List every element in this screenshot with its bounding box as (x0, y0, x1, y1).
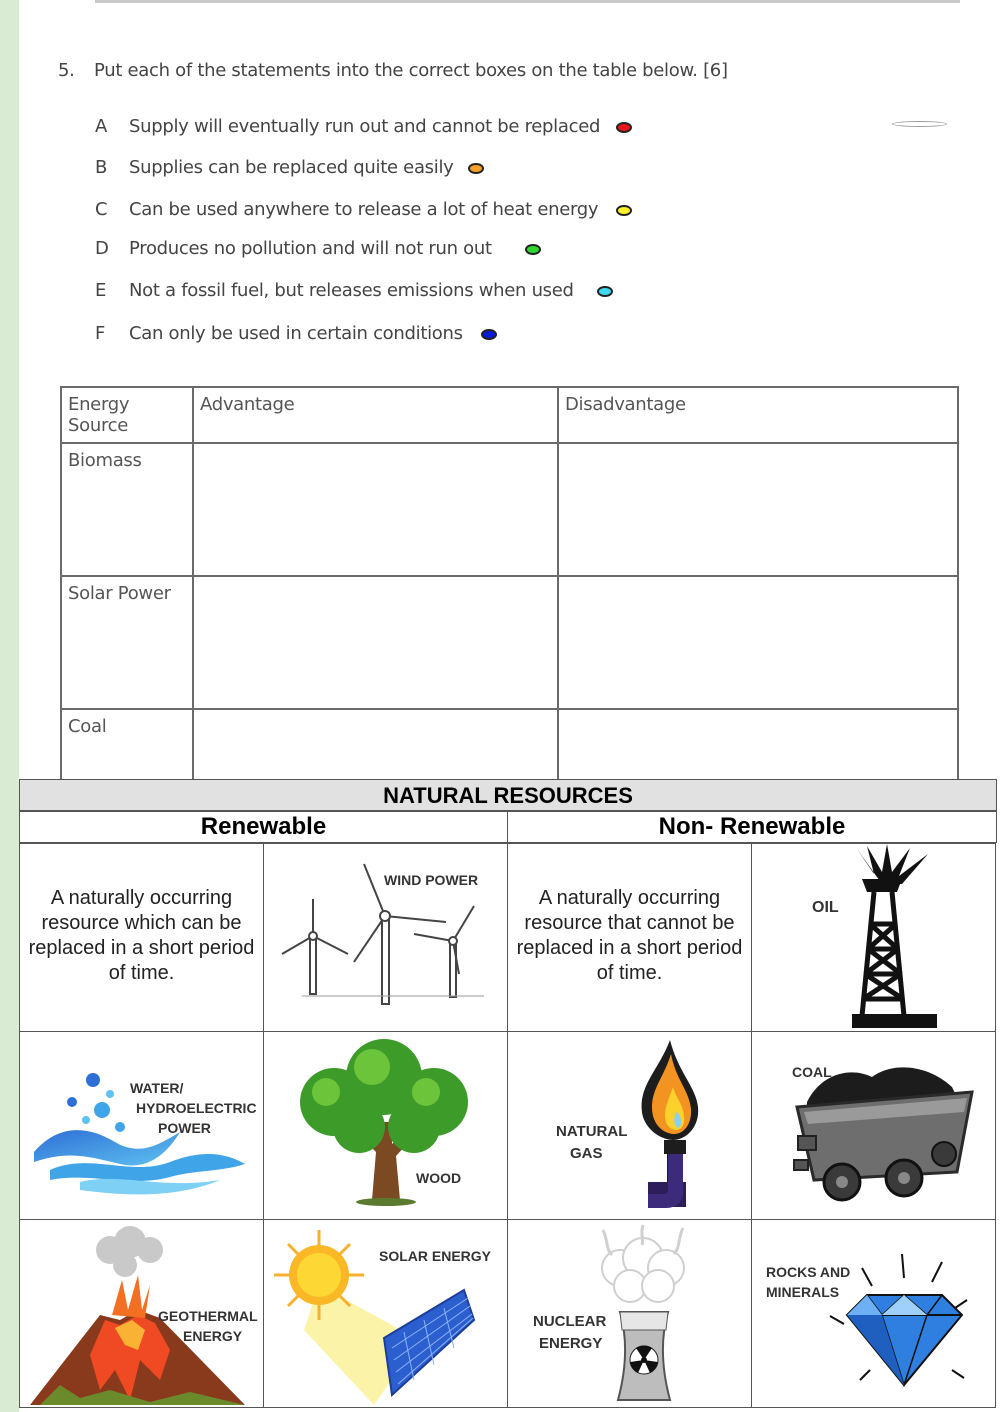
row-label-biomass: Biomass (61, 443, 193, 576)
rocks-label-line2: MINERALS (766, 1284, 840, 1300)
top-divider (95, 0, 960, 3)
oil-label: OIL (812, 899, 839, 916)
water-label-line3: POWER (158, 1120, 211, 1136)
geothermal-label-line1: GEOTHERMAL (158, 1308, 258, 1324)
wind-power-label: WIND POWER (384, 872, 479, 888)
header-energy-source: Energy Source (61, 387, 193, 443)
statement-letter: F (95, 323, 106, 344)
statement-c[interactable] (95, 197, 598, 223)
statement-text: Supply will eventually run out and cannot be replaced (129, 116, 601, 137)
statement-b[interactable] (95, 155, 454, 181)
diamond-icon (752, 1220, 996, 1408)
water-power-cell (19, 1031, 264, 1220)
wood-cell (263, 1031, 508, 1220)
gas-flame-icon (508, 1032, 752, 1220)
nonrenewable-header: Non- Renewable (507, 811, 997, 843)
nonrenewable-definition: A naturally occurring resource that cannot be replaced in a short period of time. (516, 887, 743, 984)
renewable-definition-cell (19, 843, 264, 1032)
nonrenewable-definition-cell (507, 843, 752, 1032)
statement-text: Can be used anywhere to release a lot of heat energy (129, 199, 599, 220)
answer-line (892, 121, 947, 127)
table-row (61, 576, 958, 709)
statement-text: Produces no pollution and will not run out (129, 238, 492, 259)
statement-letter: C (95, 199, 108, 220)
oil-cell (751, 843, 996, 1032)
coal-cart-icon (752, 1032, 996, 1220)
energy-source-table (60, 386, 959, 841)
coal-label: COAL (792, 1064, 832, 1080)
solar-disadvantage-cell[interactable] (558, 576, 958, 709)
statement-letter: D (95, 238, 109, 259)
statement-color-dot[interactable] (525, 244, 541, 255)
statement-text: Not a fossil fuel, but releases emissions when used (129, 280, 574, 301)
water-wave-icon (20, 1032, 264, 1220)
chart-title: NATURAL RESOURCES (19, 779, 997, 811)
question-number: 5. (58, 60, 75, 81)
statement-text: Supplies can be replaced quite easily (129, 157, 454, 178)
row-label-coal: Coal (61, 709, 193, 841)
statement-a[interactable] (95, 114, 600, 140)
statement-letter: A (95, 116, 108, 137)
water-label-line2: HYDROELECTRIC (136, 1100, 257, 1116)
header-disadvantage: Disadvantage (558, 387, 958, 443)
renewable-definition: A naturally occurring resource which can be replaced in a short period of time. (28, 887, 255, 984)
statement-color-dot[interactable] (616, 122, 632, 133)
natural-resources-chart (19, 779, 997, 1412)
row-label-solar: Solar Power (61, 576, 193, 709)
question-prompt (58, 60, 728, 81)
natural-gas-cell (507, 1031, 752, 1220)
statement-color-dot[interactable] (597, 286, 613, 297)
table-row (61, 443, 958, 576)
nuclear-label-line2: ENERGY (539, 1335, 603, 1352)
coal-cell (751, 1031, 996, 1220)
question-text: Put each of the statements into the correct boxes on the table below. [6] (94, 60, 728, 81)
water-label-line1: WATER/ (130, 1080, 184, 1096)
nuclear-energy-cell (507, 1219, 752, 1408)
statement-color-dot[interactable] (481, 329, 497, 340)
rocks-label-line1: ROCKS AND (766, 1264, 851, 1280)
oil-derrick-icon (752, 844, 996, 1032)
solar-energy-cell (263, 1219, 508, 1408)
statement-letter: E (95, 280, 107, 301)
statement-f[interactable] (95, 321, 463, 347)
statement-d[interactable] (95, 236, 492, 262)
wood-label: WOOD (416, 1170, 462, 1186)
biomass-disadvantage-cell[interactable] (558, 443, 958, 576)
renewable-header: Renewable (19, 811, 508, 843)
statement-text: Can only be used in certain conditions (129, 323, 463, 344)
solar-advantage-cell[interactable] (193, 576, 558, 709)
wind-power-cell (263, 843, 508, 1032)
rocks-minerals-cell (751, 1219, 996, 1408)
statement-letter: B (95, 157, 108, 178)
table-header-row (61, 387, 958, 443)
geothermal-label-line2: ENERGY (183, 1328, 243, 1344)
tree-icon (264, 1032, 508, 1220)
nuclear-label-line1: NUCLEAR (533, 1313, 607, 1330)
left-margin-strip (0, 0, 19, 1412)
statement-color-dot[interactable] (616, 205, 632, 216)
statement-color-dot[interactable] (468, 163, 484, 174)
gas-label-line1: NATURAL (556, 1123, 628, 1140)
header-advantage: Advantage (193, 387, 558, 443)
solar-energy-label: SOLAR ENERGY (379, 1248, 492, 1264)
biomass-advantage-cell[interactable] (193, 443, 558, 576)
gas-label-line2: GAS (570, 1145, 603, 1162)
geothermal-cell (19, 1219, 264, 1408)
statement-e[interactable] (95, 278, 574, 304)
